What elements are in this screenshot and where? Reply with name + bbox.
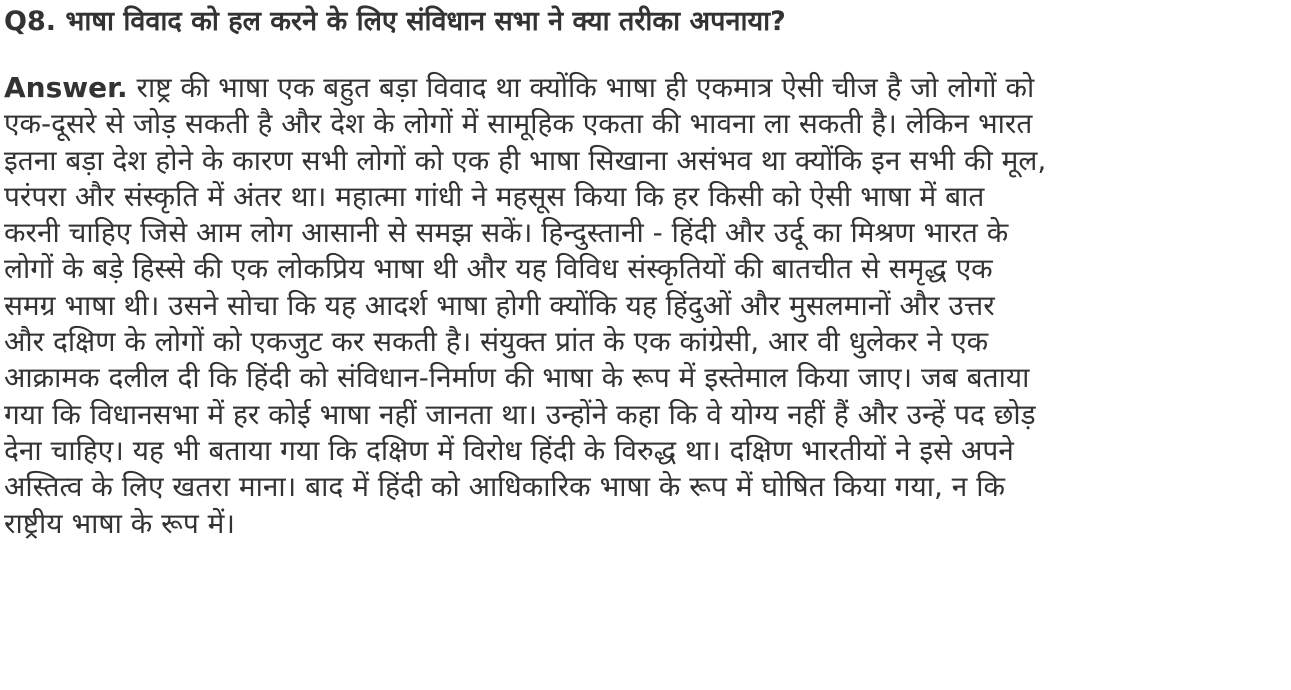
answer-line-1-text: राष्ट्र की भाषा एक बहुत बड़ा विवाद था क्योंकि भाषा ही एकमात्र ऐसी चीज है जो लोगों को <box>127 71 1035 104</box>
answer-label: Answer. <box>4 71 128 104</box>
answer-line-11: देना चाहिए। यह भी बताया गया कि दक्षिण में विरोध हिंदी के विरुद्ध था। दक्षिण भारतीयों ने इसे अपने <box>4 433 1014 467</box>
answer-paragraph <box>4 70 1288 542</box>
answer-line-13: राष्ट्रीय भाषा के रूप में। <box>4 506 236 540</box>
answer-line-12: अस्तित्व के लिए खतरा माना। बाद में हिंदी को आधिकारिक भाषा के रूप में घोषित किया गया, न कि <box>4 470 1005 504</box>
document-page <box>4 0 1288 690</box>
answer-line-3: इतना बड़ा देश होने के कारण सभी लोगों को एक ही भाषा सिखाना असंभव था क्योंकि इन सभी की मूल, <box>4 143 1047 177</box>
answer-line-7: समग्र भाषा थी। उसने सोचा कि यह आदर्श भाषा होगी क्योंकि यह हिंदुओं और मुसलमानों और उत्तर <box>4 288 995 322</box>
answer-line-10: गया कि विधानसभा में हर कोई भाषा नहीं जानता था। उन्होंने कहा कि वे योग्य नहीं हैं और उन्हें पद छोड़ <box>4 397 1036 431</box>
answer-line-9: आक्रामक दलील दी कि हिंदी को संविधान-निर्माण की भाषा के रूप में इस्तेमाल किया जाए। जब बताया <box>4 361 1030 395</box>
answer-line-1 <box>4 70 1288 106</box>
answer-line-6: लोगों के बड़े हिस्से की एक लोकप्रिय भाषा थी और यह विविध संस्कृतियों की बातचीत से समृद्ध एक <box>4 252 993 286</box>
question-heading: Q8. भाषा विवाद को हल करने के लिए संविधान सभा ने क्या तरीका अपनाया? <box>4 6 786 37</box>
answer-line-8: और दक्षिण के लोगों को एकजुट कर सकती है। संयुक्त प्रांत के एक कांग्रेसी, आर वी धुलेकर ने एक <box>4 325 989 359</box>
answer-line-5: करनी चाहिए जिसे आम लोग आसानी से समझ सकें। हिन्दुस्तानी - हिंदी और उर्दू का मिश्रण भारत के <box>4 216 1009 250</box>
answer-line-4: परंपरा और संस्कृति में अंतर था। महात्मा गांधी ने महसूस किया कि हर किसी को ऐसी भाषा में बात <box>4 179 985 213</box>
answer-line-2: एक-दूसरे से जोड़ सकती है और देश के लोगों में सामूहिक एकता की भावना ला सकती है। लेकिन भारत <box>4 107 1033 141</box>
